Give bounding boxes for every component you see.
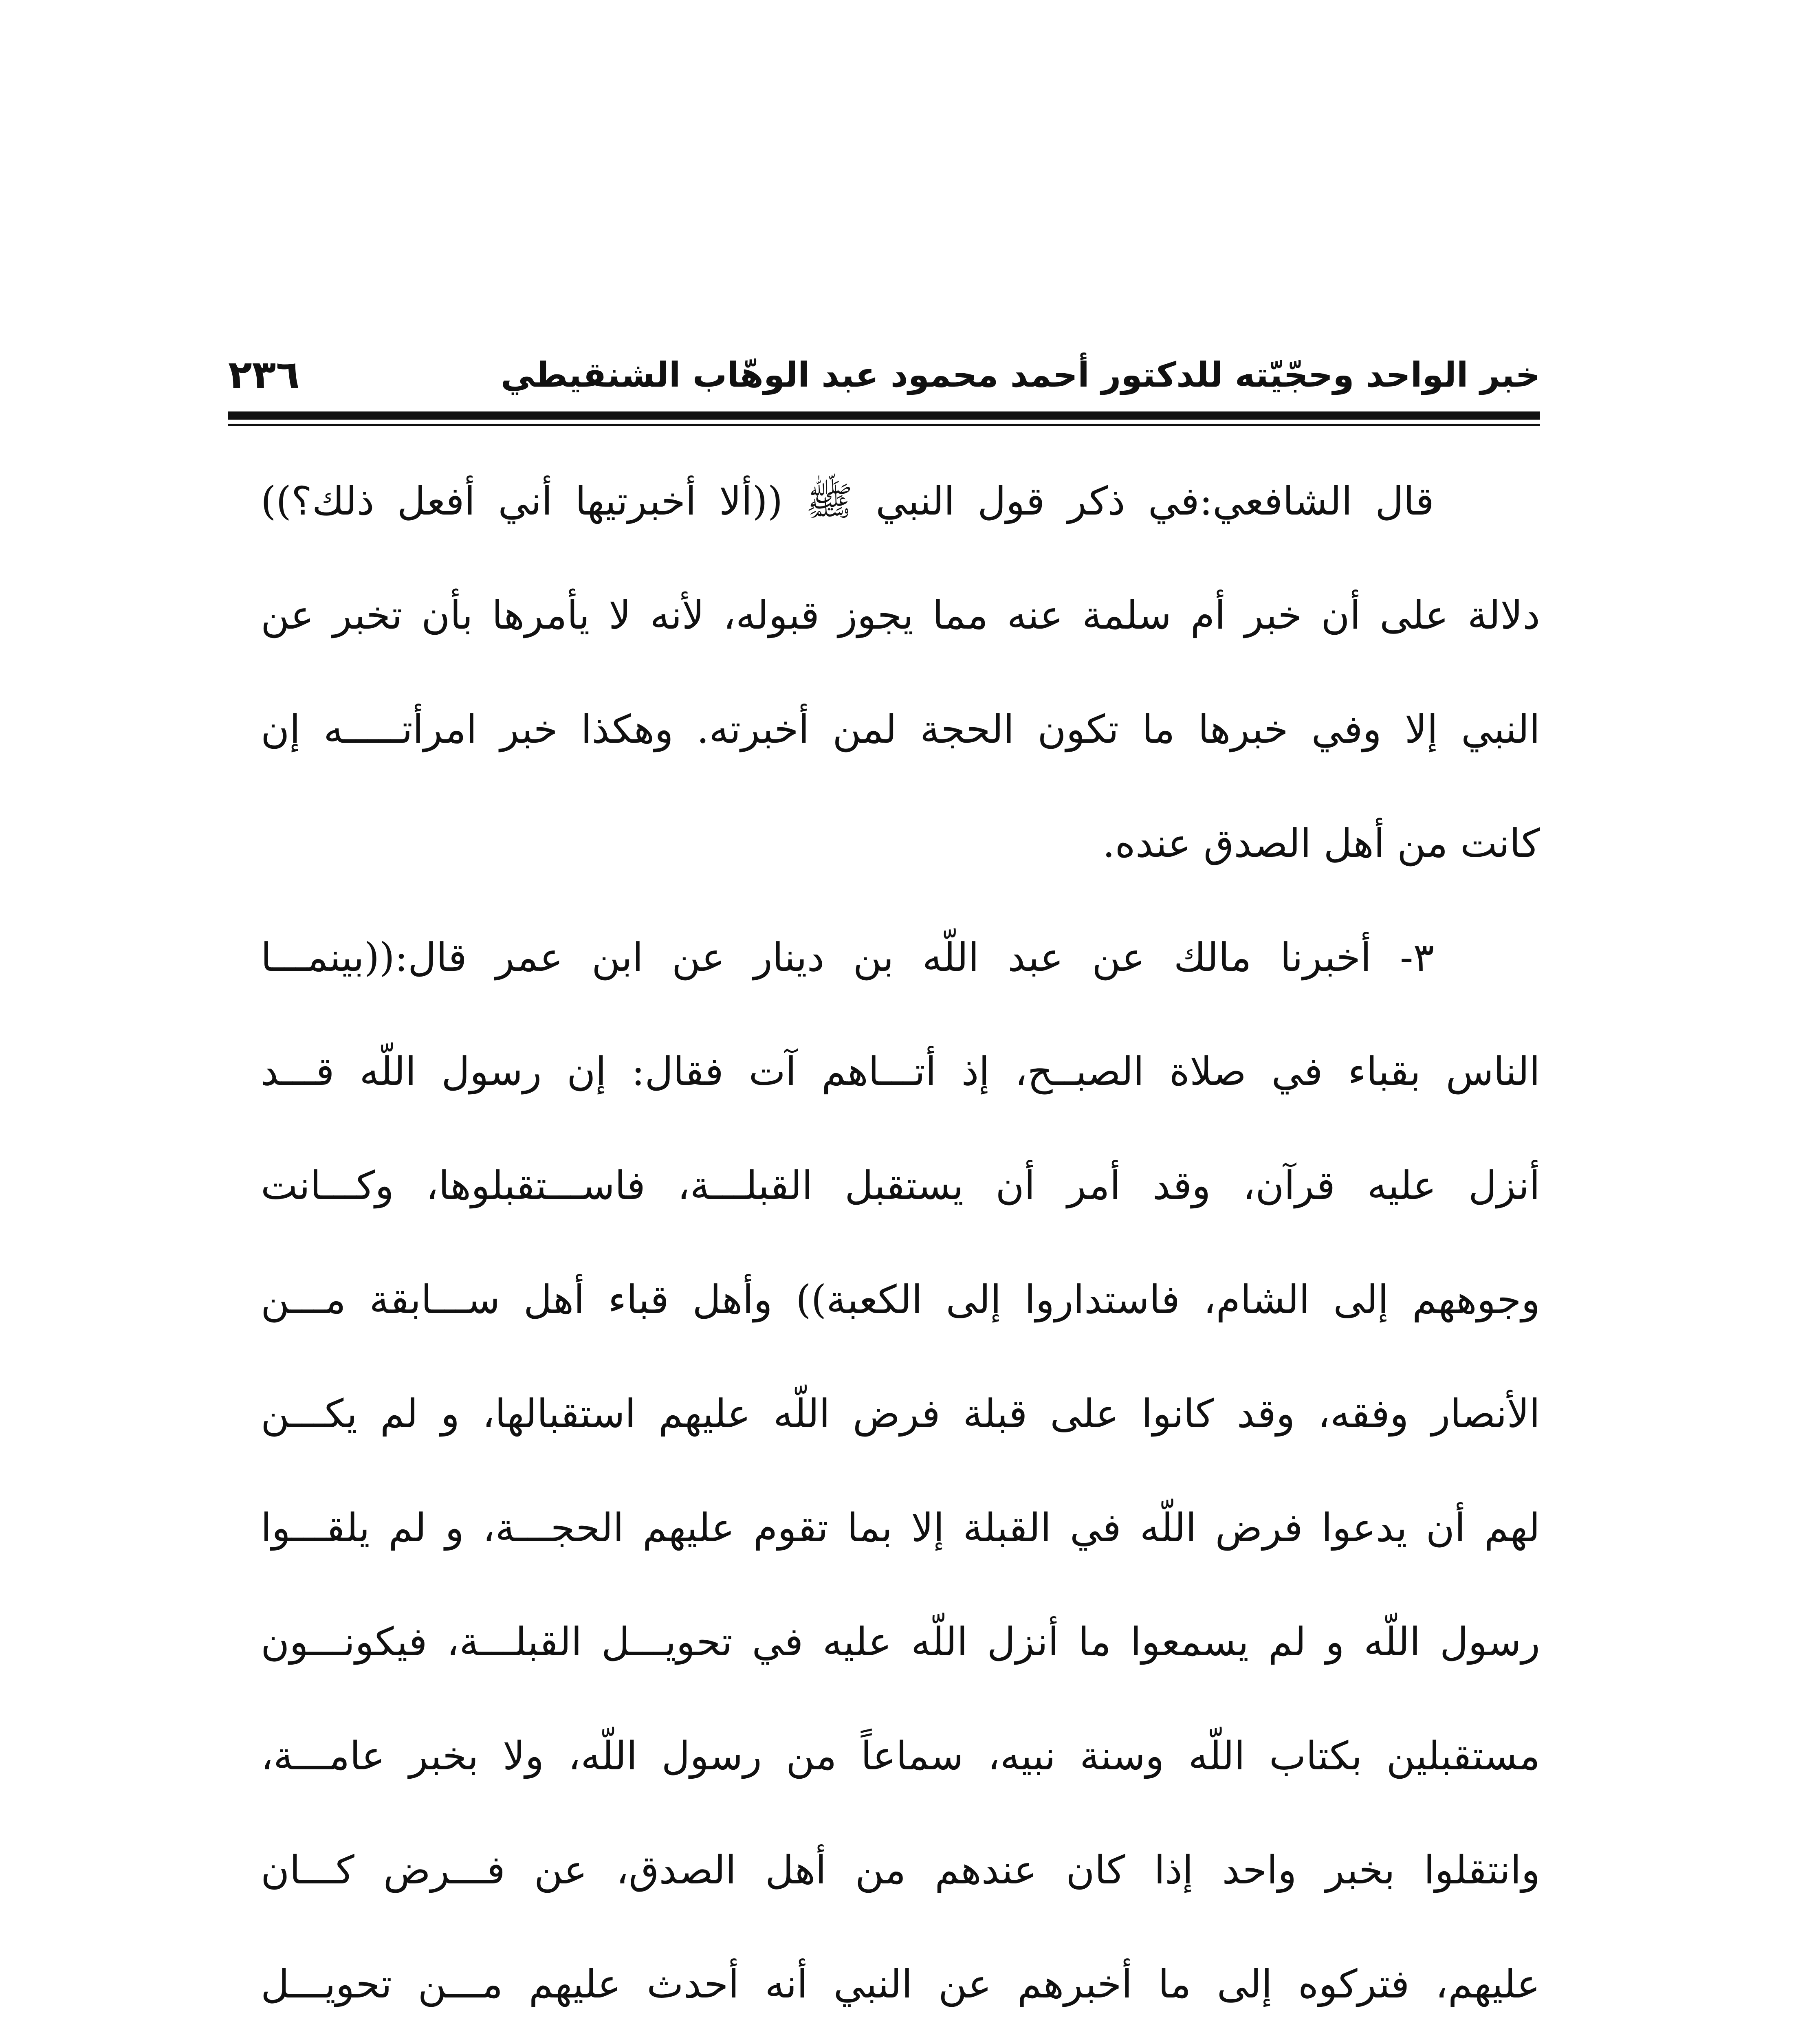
text-line: كانت من أهل الصدق عنده.: [1103, 821, 1540, 866]
text-line: النبي إلا وفي خبرها ما تكون الحجة لمن أخبرته. وهكذا خبر امرأتـــــه إن: [261, 706, 1541, 752]
text-line: عليهم، فتركوه إلى ما أخبرهم عن النبي أنه أحدث عليهم مـــن تحويـــل: [261, 1961, 1540, 2007]
running-title: خبر الواحد وحجّيّته للدكتور أحمد محمود عبد الوهّاب الشنقيطي: [500, 355, 1540, 395]
text-line: دلالة على أن خبر أم سلمة عنه مما يجوز قبوله، لأنه لا يأمرها بأن تخبر عن: [261, 592, 1540, 638]
text-line: وجوههم إلى الشام، فاستداروا إلى الكعبة)) وأهل قباء أهل ســـابقة مـــن: [261, 1277, 1540, 1322]
header-rule-thin: [228, 424, 1540, 426]
page-number: ٢٣٦: [228, 352, 300, 398]
text-line: ٣- أخبرنا مالك عن عبد اللّه بن دينار عن ابن عمر قال:((بينمـــا: [261, 935, 1434, 980]
text-line: الأنصار وفقه، وقد كانوا على قبلة فرض اللّه عليهم استقبالها، و لم يكـــن: [261, 1391, 1540, 1436]
text-line: رسول اللّه و لم يسمعوا ما أنزل اللّه عليه في تحويـــل القبلـــة، فيكونـــون: [261, 1619, 1541, 1665]
text-line: الناس بقباء في صلاة الصبــح، إذ أتـــاهم آت فقال: إن رسول اللّه قـــد: [261, 1049, 1540, 1094]
body-text: [261, 444, 1540, 2037]
page-header: [228, 338, 1540, 420]
text-line: لهم أن يدعوا فرض اللّه في القبلة إلا بما تقوم عليهم الحجـــة، و لم يلقـــوا: [261, 1505, 1540, 1551]
text-line: مستقبلين بكتاب اللّه وسنة نبيه، سماعاً من رسول اللّه، ولا بخبر عامـــة،: [261, 1733, 1540, 1779]
header-rule-thick: [228, 411, 1540, 420]
text-line: أنزل عليه قرآن، وقد أمر أن يستقبل القبلـــة، فاســـتقبلوها، وكـــانت: [261, 1163, 1540, 1208]
text-line: قال الشافعي:في ذكر قول النبي ﷺ ((ألا أخبرتيها أني أفعل ذلك؟)): [261, 478, 1435, 524]
text-line: وانتقلوا بخبر واحد إذا كان عندهم من أهل الصدق، عن فـــرض كـــان: [261, 1847, 1540, 1893]
